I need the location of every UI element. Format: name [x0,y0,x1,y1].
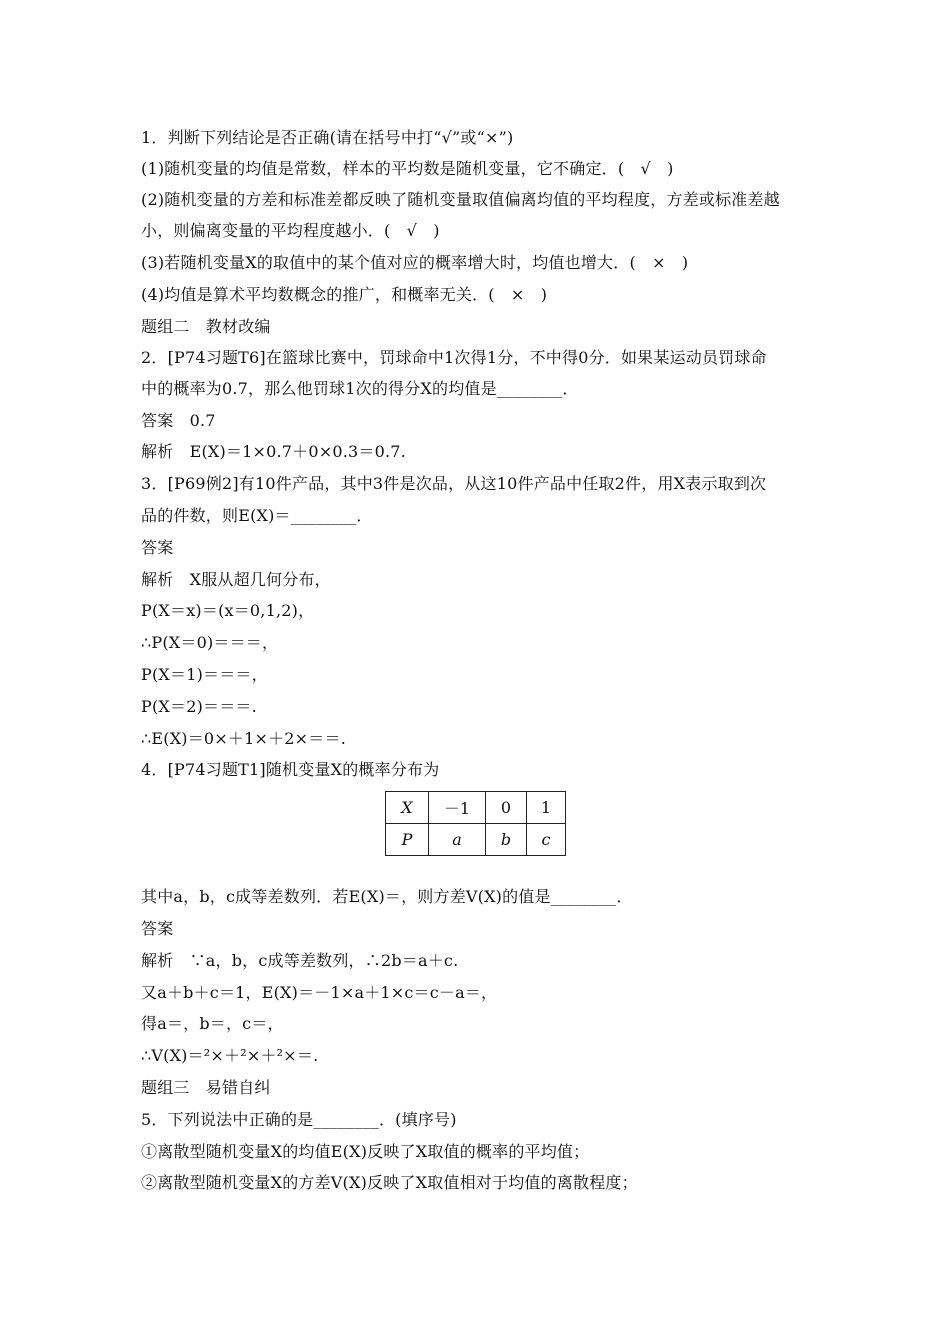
q3-solution-line: ∴E(X)＝0×＋1×＋2×＝＝. [141,729,346,748]
q1-item-2: (2)随机变量的方差和标准差都反映了随机变量取值偏离均值的平均程度，方差或标准差越 [141,190,780,209]
section-heading-2: 题组二 教材改编 [141,317,271,336]
q4-stem-cont: 其中a，b，c成等差数列．若E(X)＝，则方差V(X)的值是________． [141,887,633,906]
table-row [386,824,566,856]
q5-stem: 5．下列说法中正确的是________．(填序号) [141,1110,457,1129]
q3-solution-line: ∴P(X＝0)＝＝＝， [141,633,279,652]
table-cell: 1 [527,792,566,824]
q2-answer: 答案 0.7 [141,411,216,430]
q1-stem: 1．判断下列结论是否正确(请在括号中打“√”或“×”) [141,128,514,147]
q3-stem: 3．[P69例2]有10件产品，其中3件是次品，从这10件产品中任取2件，用X表示取到次 [141,474,767,493]
table-cell: c [527,824,566,856]
table-cell: b [486,824,527,856]
q2-stem-cont: 中的概率为0.7，那么他罚球1次的得分X的均值是________． [141,379,579,398]
q5-option-1: ①离散型随机变量X的均值E(X)反映了X取值的概率的平均值； [141,1142,590,1161]
table-cell: 0 [486,792,527,824]
q4-answer: 答案 [141,919,174,938]
q3-solution-line: P(X＝2)＝＝＝. [141,697,257,716]
table-cell: P [386,824,429,856]
q4-solution-line: 又a＋b＋c＝1，E(X)＝－1×a＋1×c＝c－a＝， [141,983,498,1002]
q2-solution: 解析 E(X)＝1×0.7＋0×0.3＝0.7. [141,442,406,461]
q3-solution-line: P(X＝1)＝＝＝， [141,665,268,684]
q3-answer: 答案 [141,538,174,557]
q4-solution-line: ∴V(X)＝²×＋²×＋²×＝. [141,1046,319,1065]
distribution-table [385,791,566,856]
q4-solution: 解析 ∵a，b，c成等差数列，∴2b＝a＋c. [141,951,459,970]
q4-stem: 4．[P74习题T1]随机变量X的概率分布为 [141,760,440,779]
q4-solution-line: 得a＝，b＝，c＝， [141,1014,284,1033]
section-heading-3: 题组三 易错自纠 [141,1078,271,1097]
q3-solution-line: P(X＝x)＝(x＝0,1,2)， [141,601,315,620]
q1-item-3: (3)若随机变量X的取值中的某个值对应的概率增大时，均值也增大．( × ) [141,253,689,272]
q3-solution: 解析 X服从超几何分布， [141,570,331,589]
q3-stem-cont: 品的件数，则E(X)＝________． [141,506,373,525]
table-cell: a [429,824,486,856]
table-row [386,792,566,824]
table-cell: －1 [429,792,486,824]
q5-option-2: ②离散型随机变量X的方差V(X)反映了X取值相对于均值的离散程度； [141,1173,638,1192]
q1-item-2-cont: 小，则偏离变量的平均程度越小．( √ ) [141,221,440,240]
table-cell: X [386,792,429,824]
q1-item-4: (4)均值是算术平均数概念的推广，和概率无关．( × ) [141,285,548,304]
q1-item-1: (1)随机变量的均值是常数，样本的平均数是随机变量，它不确定．( √ ) [141,159,674,178]
q2-stem: 2．[P74习题T6]在篮球比赛中，罚球命中1次得1分，不中得0分．如果某运动员罚球命 [141,348,767,367]
